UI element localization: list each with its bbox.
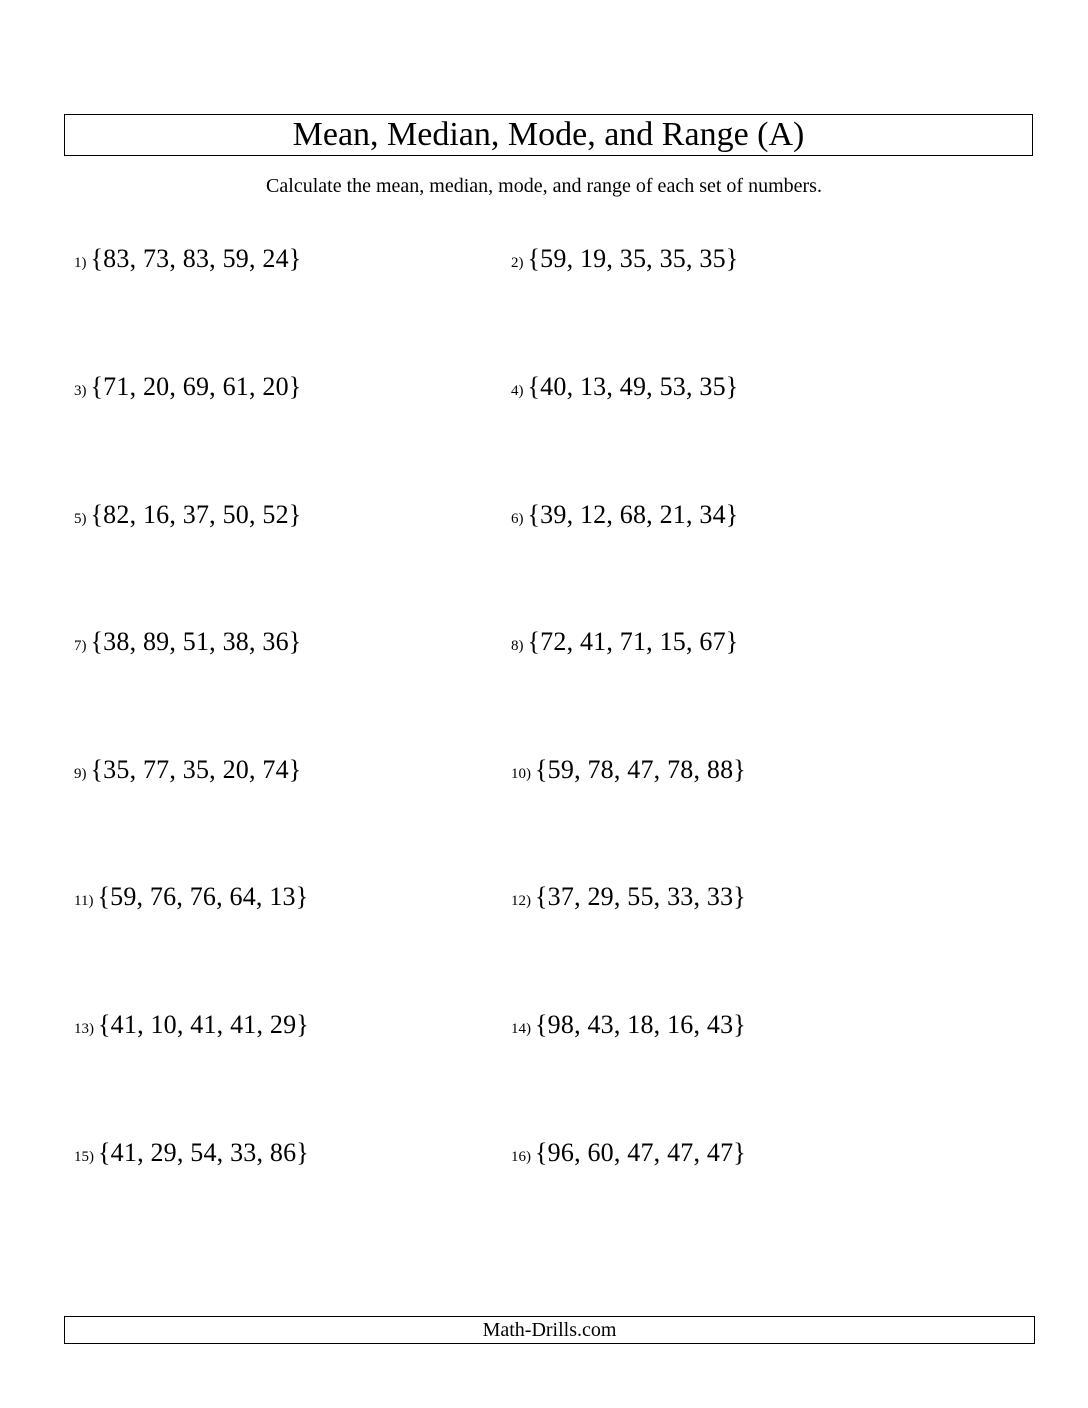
problem-item xyxy=(511,627,738,657)
footer-text: Math-Drills.com xyxy=(482,1318,617,1341)
problem-number: 14) xyxy=(511,1021,531,1037)
number-set: {72, 41, 71, 15, 67} xyxy=(527,627,739,656)
problem-number: 2) xyxy=(511,255,524,271)
problem-item xyxy=(511,1138,746,1168)
problem-item xyxy=(511,500,738,530)
footer-box xyxy=(64,1316,1035,1344)
problem-number: 8) xyxy=(511,638,524,654)
worksheet-title: Mean, Median, Mode, and Range (A) xyxy=(292,116,805,153)
problem-item xyxy=(74,627,301,657)
problem-number: 13) xyxy=(74,1021,94,1037)
number-set: {41, 10, 41, 41, 29} xyxy=(98,1010,309,1039)
problem-number: 3) xyxy=(74,383,87,399)
problem-item xyxy=(511,755,746,785)
number-set: {59, 76, 76, 64, 13} xyxy=(97,882,309,911)
number-set: {71, 20, 69, 61, 20} xyxy=(90,372,302,401)
problem-number: 10) xyxy=(511,766,531,782)
problem-item xyxy=(74,882,308,912)
problem-number: 5) xyxy=(74,511,87,527)
problem-item xyxy=(74,755,301,785)
problem-number: 7) xyxy=(74,638,87,654)
number-set: {59, 78, 47, 78, 88} xyxy=(535,755,746,784)
number-set: {98, 43, 18, 16, 43} xyxy=(535,1010,746,1039)
problem-number: 9) xyxy=(74,766,87,782)
number-set: {40, 13, 49, 53, 35} xyxy=(527,372,739,401)
problem-number: 11) xyxy=(74,893,94,909)
problem-item xyxy=(511,882,746,912)
number-set: {59, 19, 35, 35, 35} xyxy=(527,244,739,273)
number-set: {41, 29, 54, 33, 86} xyxy=(98,1138,309,1167)
number-set: {82, 16, 37, 50, 52} xyxy=(90,500,302,529)
title-box xyxy=(64,114,1033,156)
problem-item xyxy=(511,244,738,274)
problem-number: 1) xyxy=(74,255,87,271)
problem-number: 6) xyxy=(511,511,524,527)
number-set: {39, 12, 68, 21, 34} xyxy=(527,500,739,529)
problem-item xyxy=(74,1138,309,1168)
problem-number: 16) xyxy=(511,1149,531,1165)
problem-item xyxy=(74,500,301,530)
number-set: {96, 60, 47, 47, 47} xyxy=(535,1138,746,1167)
problem-number: 12) xyxy=(511,893,531,909)
number-set: {83, 73, 83, 59, 24} xyxy=(90,244,302,273)
problem-number: 15) xyxy=(74,1149,94,1165)
instructions: Calculate the mean, median, mode, and range of each set of numbers. xyxy=(266,175,822,197)
problem-item xyxy=(511,372,738,402)
problem-number: 4) xyxy=(511,383,524,399)
number-set: {35, 77, 35, 20, 74} xyxy=(90,755,302,784)
problem-item xyxy=(74,372,301,402)
problem-item xyxy=(74,244,301,274)
problem-item xyxy=(74,1010,309,1040)
number-set: {38, 89, 51, 38, 36} xyxy=(90,627,302,656)
problem-item xyxy=(511,1010,746,1040)
number-set: {37, 29, 55, 33, 33} xyxy=(535,882,746,911)
